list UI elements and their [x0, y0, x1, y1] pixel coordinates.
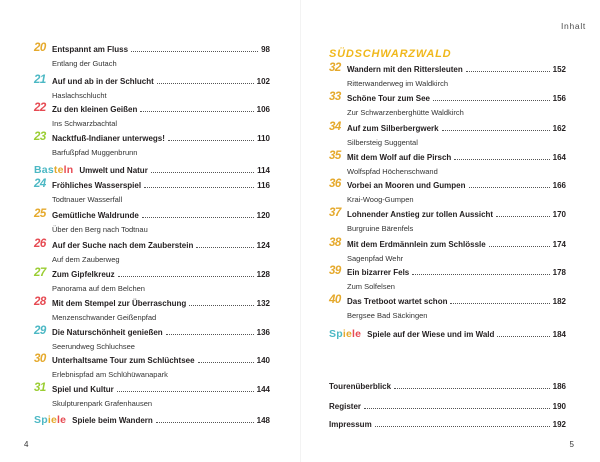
- tour-subtitle: Über den Berg nach Todtnau: [52, 225, 148, 234]
- tour-subtitle: Ritterwanderweg im Waldkirch: [347, 79, 449, 88]
- section-title: Spiele beim Wandern: [72, 416, 153, 425]
- tour-title: Gemütliche Waldrunde: [52, 211, 139, 220]
- tour-subtitle: Krai-Woog-Gumpen: [347, 195, 414, 204]
- tour-subtitle: Zur Schwarzenberghütte Waldkirch: [347, 108, 464, 117]
- page-number: 140: [256, 356, 270, 365]
- toc-title-line: [347, 240, 566, 249]
- toc-entry-heading: [34, 178, 270, 194]
- toc-entry[interactable]: [329, 150, 566, 176]
- tour-number: 20: [34, 42, 46, 54]
- toc-title-line: [52, 270, 270, 279]
- toc-entry-heading: [34, 325, 270, 341]
- toc-title-line: [347, 153, 566, 162]
- dot-leader: [497, 336, 549, 337]
- toc-entry-heading: [34, 238, 270, 254]
- page-number: 174: [552, 240, 566, 249]
- tour-title: Mit dem Stempel zur Überraschung: [52, 299, 187, 308]
- dot-leader: [394, 388, 550, 389]
- page-number: 164: [552, 153, 566, 162]
- tour-subtitle: Entlang der Gutach: [52, 59, 117, 68]
- toc-entry[interactable]: [34, 353, 270, 379]
- page-number: 178: [552, 268, 566, 277]
- toc-entry[interactable]: [34, 382, 270, 408]
- tour-subtitle: Barfußpfad Muggenbrunn: [52, 148, 138, 157]
- page-number: 106: [256, 105, 270, 114]
- toc-entry-heading: [329, 207, 566, 223]
- toc-entry-heading: [34, 267, 270, 283]
- tour-number: 25: [34, 208, 46, 220]
- dot-leader: [198, 362, 254, 363]
- toc-entry-heading: [34, 208, 270, 224]
- toc-entry[interactable]: [329, 121, 566, 147]
- dot-leader: [118, 276, 254, 277]
- tour-subtitle: Erlebnispfad am Schlühüwanapark: [52, 370, 168, 379]
- toc-entry-heading: [34, 74, 270, 90]
- dot-leader: [442, 130, 550, 131]
- tour-number: 33: [329, 91, 341, 103]
- page-number: 114: [257, 166, 270, 175]
- page-number: 128: [256, 270, 270, 279]
- toc-entry[interactable]: [34, 102, 270, 128]
- tour-number: 22: [34, 102, 46, 114]
- dot-leader: [140, 111, 253, 112]
- toc-title-line: [347, 124, 566, 133]
- dot-leader: [144, 187, 254, 188]
- dot-leader: [489, 246, 550, 247]
- tour-title: Mit dem Wolf auf die Pirsch: [347, 153, 452, 162]
- tour-subtitle: Todtnauer Wasserfall: [52, 195, 123, 204]
- toc-entry[interactable]: [34, 267, 270, 293]
- section-label-part: ln: [63, 164, 74, 176]
- toc-entry[interactable]: [329, 237, 566, 263]
- toc-entry[interactable]: [34, 74, 270, 100]
- toc-entry-heading: [34, 131, 270, 147]
- page-number: 102: [256, 77, 270, 86]
- page-number: 152: [552, 65, 566, 74]
- section-label: [329, 328, 361, 340]
- toc-entry[interactable]: [34, 42, 270, 68]
- tour-number: 36: [329, 178, 341, 190]
- section-spiele-left[interactable]: [34, 414, 270, 426]
- dot-leader: [466, 71, 550, 72]
- toc-entry-heading: [329, 121, 566, 137]
- toc-title-line: [52, 299, 270, 308]
- page-number: 148: [256, 416, 270, 425]
- dot-leader: [151, 172, 254, 173]
- tour-number: 40: [329, 294, 341, 306]
- region-title: SÜDSCHWARZWALD: [329, 48, 452, 60]
- tour-subtitle: Panorama auf dem Belchen: [52, 284, 145, 293]
- page-number: 144: [256, 385, 270, 394]
- tour-number: 29: [34, 325, 46, 337]
- tour-title: Vorbei an Mooren und Gumpen: [347, 181, 466, 190]
- back-matter-label: Impressum: [329, 420, 372, 429]
- page-number: 186: [552, 382, 566, 391]
- page-number: 120: [256, 211, 270, 220]
- tour-subtitle: Seerundweg Schluchsee: [52, 342, 135, 351]
- toc-entry-heading: [34, 353, 270, 369]
- toc-entry-heading: [34, 296, 270, 312]
- toc-entry[interactable]: [34, 238, 270, 264]
- toc-entry-heading: [329, 237, 566, 253]
- dot-leader: [157, 83, 254, 84]
- tour-number: 39: [329, 265, 341, 277]
- toc-title-line: [347, 65, 566, 74]
- section-basteln[interactable]: [34, 164, 270, 176]
- dot-leader: [496, 216, 550, 217]
- page-number: 116: [257, 181, 270, 190]
- toc-title-line: [347, 94, 566, 103]
- toc-title-line: [52, 328, 270, 337]
- page-number: 184: [552, 330, 566, 339]
- toc-entry[interactable]: [329, 265, 566, 291]
- page-number: 192: [552, 420, 566, 429]
- dot-leader: [454, 159, 549, 160]
- page-number: 110: [257, 134, 270, 143]
- tour-number: 24: [34, 178, 46, 190]
- page-number: 98: [261, 45, 270, 54]
- tour-number: 27: [34, 267, 46, 279]
- tour-number: 34: [329, 121, 341, 133]
- toc-entry[interactable]: [34, 296, 270, 322]
- page-number: 162: [552, 124, 566, 133]
- running-header: Inhalt: [561, 21, 586, 31]
- toc-title-line: [347, 268, 566, 277]
- tour-subtitle: Silbersteig Suggental: [347, 138, 418, 147]
- tour-number: 30: [34, 353, 46, 365]
- toc-title-line: [52, 77, 270, 86]
- dot-leader: [168, 140, 254, 141]
- page-number: 132: [256, 299, 270, 308]
- toc-entry[interactable]: [329, 178, 566, 204]
- tour-title: Nacktfuß-Indianer unterwegs!: [52, 134, 165, 143]
- toc-entry-heading: [329, 178, 566, 194]
- tour-title: Ein bizarrer Fels: [347, 268, 410, 277]
- section-label-part: le: [57, 414, 67, 426]
- toc-title-line: [52, 45, 270, 54]
- tour-number: 37: [329, 207, 341, 219]
- dot-leader: [117, 391, 254, 392]
- toc-entry[interactable]: [329, 294, 566, 320]
- toc-title-line: [347, 210, 566, 219]
- toc-title-line: [52, 241, 270, 250]
- tour-title: Auf zum Silberbergwerk: [347, 124, 439, 133]
- dot-leader: [450, 303, 549, 304]
- tour-number: 28: [34, 296, 46, 308]
- tour-subtitle: Auf dem Zauberweg: [52, 255, 120, 264]
- section-title: Spiele auf der Wiese und im Wald: [367, 330, 495, 339]
- section-spiele-right[interactable]: [329, 328, 566, 340]
- toc-entry-heading: [329, 91, 566, 107]
- toc-title-line: [52, 105, 270, 114]
- toc-entry[interactable]: [34, 325, 270, 351]
- dot-leader: [131, 51, 258, 52]
- tour-title: Spiel und Kultur: [52, 385, 114, 394]
- page-number: 136: [256, 328, 270, 337]
- tour-title: Das Tretboot wartet schon: [347, 297, 448, 306]
- toc-entry[interactable]: [34, 131, 270, 157]
- page-number: 124: [256, 241, 270, 250]
- section-label-part: ie: [47, 414, 57, 426]
- toc-entry[interactable]: [34, 178, 270, 204]
- toc-title-line: [347, 297, 566, 306]
- toc-entry-heading: [34, 102, 270, 118]
- toc-title-line: [52, 211, 270, 220]
- tour-subtitle: Ins Schwarzbachtal: [52, 119, 118, 128]
- tour-title: Die Naturschönheit genießen: [52, 328, 163, 337]
- toc-title-line: [52, 134, 270, 143]
- tour-subtitle: Haslachschlucht: [52, 91, 107, 100]
- back-matter-entry[interactable]: [329, 382, 566, 391]
- section-label-part: te: [53, 164, 64, 176]
- tour-subtitle: Wolfspfad Höchenschwand: [347, 167, 438, 176]
- dot-leader: [364, 408, 550, 409]
- dot-leader: [142, 217, 254, 218]
- tour-title: Zu den kleinen Geißen: [52, 105, 138, 114]
- toc-entry[interactable]: [329, 207, 566, 233]
- tour-title: Mit dem Erdmännlein zum Schlössle: [347, 240, 486, 249]
- tour-subtitle: Zum Solfelsen: [347, 282, 395, 291]
- dot-leader: [189, 305, 253, 306]
- tour-title: Unterhaltsame Tour zum Schlüchtsee: [52, 356, 195, 365]
- section-label-part: Bas: [34, 164, 54, 176]
- folio-right: 5: [569, 440, 574, 449]
- dot-leader: [469, 187, 550, 188]
- tour-subtitle: Burgruine Bärenfels: [347, 224, 414, 233]
- tour-title: Auf der Suche nach dem Zauberstein: [52, 241, 194, 250]
- toc-entry-heading: [329, 62, 566, 78]
- toc-entry-heading: [34, 42, 270, 58]
- tour-number: 35: [329, 150, 341, 162]
- dot-leader: [375, 426, 550, 427]
- toc-entry-heading: [329, 294, 566, 310]
- toc-entry-heading: [329, 150, 566, 166]
- toc-entry[interactable]: [329, 62, 566, 88]
- toc-entry[interactable]: [34, 208, 270, 234]
- toc-entry-heading: [34, 382, 270, 398]
- tour-subtitle: Menzenschwander Geißenpfad: [52, 313, 157, 322]
- section-label-part: Sp: [329, 328, 343, 340]
- back-matter-label: Tourenüberblick: [329, 382, 392, 391]
- tour-number: 31: [34, 382, 46, 394]
- toc-title-line: [52, 385, 270, 394]
- tour-subtitle: Bergsee Bad Säckingen: [347, 311, 428, 320]
- dot-leader: [196, 247, 253, 248]
- dot-leader: [156, 422, 254, 423]
- page-number: 166: [552, 181, 566, 190]
- back-matter-entry[interactable]: [329, 402, 566, 411]
- tour-title: Fröhliches Wasserspiel: [52, 181, 142, 190]
- section-label-part: le: [352, 328, 362, 340]
- page-spine: [300, 0, 301, 462]
- dot-leader: [412, 274, 549, 275]
- tour-title: Zum Gipfelkreuz: [52, 270, 115, 279]
- tour-number: 23: [34, 131, 46, 143]
- toc-title-line: [347, 181, 566, 190]
- tour-title: Entspannt am Fluss: [52, 45, 129, 54]
- tour-number: 26: [34, 238, 46, 250]
- section-label: [34, 164, 73, 176]
- tour-subtitle: Skulpturenpark Grafenhausen: [52, 399, 153, 408]
- tour-title: Schöne Tour zum See: [347, 94, 430, 103]
- tour-number: 38: [329, 237, 341, 249]
- toc-title-line: [52, 181, 270, 190]
- back-matter-label: Register: [329, 402, 362, 411]
- dot-leader: [166, 334, 254, 335]
- tour-title: Auf und ab in der Schlucht: [52, 77, 154, 86]
- section-label-part: ie: [342, 328, 352, 340]
- section-title: Umwelt und Natur: [79, 166, 148, 175]
- toc-entry[interactable]: [329, 91, 566, 117]
- page-number: 182: [552, 297, 566, 306]
- page-number: 170: [552, 210, 566, 219]
- page-number: 156: [552, 94, 566, 103]
- toc-title-line: [52, 356, 270, 365]
- tour-title: Lohnender Anstieg zur tollen Aussicht: [347, 210, 494, 219]
- tour-number: 21: [34, 74, 46, 86]
- toc-entry-heading: [329, 265, 566, 281]
- tour-title: Wandern mit den Rittersleuten: [347, 65, 463, 74]
- page-number: 190: [552, 402, 566, 411]
- back-matter-entry[interactable]: [329, 420, 566, 429]
- section-label: [34, 414, 66, 426]
- tour-subtitle: Sagenpfad Wehr: [347, 254, 404, 263]
- folio-left: 4: [24, 440, 29, 449]
- section-label-part: Sp: [34, 414, 48, 426]
- tour-number: 32: [329, 62, 341, 74]
- dot-leader: [433, 100, 550, 101]
